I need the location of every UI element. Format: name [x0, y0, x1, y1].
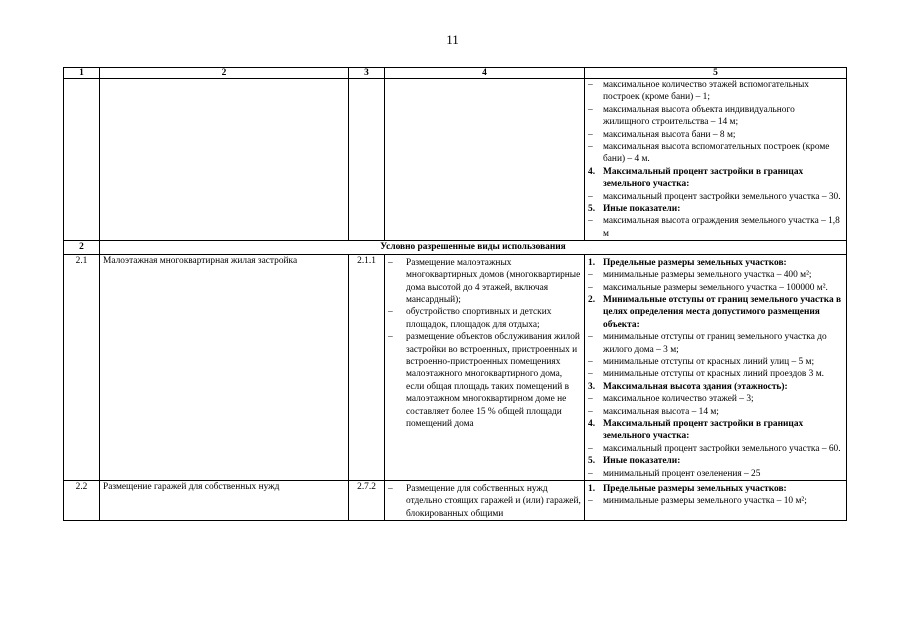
item-number: 1. [588, 257, 596, 268]
list-item [588, 468, 843, 480]
item-number: 4. [588, 418, 596, 429]
bullet-dash: – [588, 129, 593, 140]
parameters-cell [585, 254, 847, 480]
bullet-dash: – [588, 468, 593, 479]
row-number: 2.1 [64, 254, 100, 480]
bullet-dash: – [588, 216, 593, 227]
list-item [588, 269, 843, 281]
item-text: Иные показатели: [603, 456, 681, 467]
parameters-cell [585, 79, 847, 241]
list-item [388, 483, 581, 520]
section-title: Условно разрешенные виды использования [100, 241, 847, 254]
item-text: минимальные отступы от красных линий проездов 3 м. [603, 369, 824, 380]
parameter-heading [588, 381, 843, 393]
item-text: максимальная высота бани – 8 м; [603, 129, 736, 140]
use-description-cell [385, 481, 585, 521]
item-text: минимальные размеры земельного участка – 400 м²; [603, 270, 812, 281]
bullet-dash: – [588, 142, 593, 153]
item-text: Максимальная высота здания (этажность): [603, 381, 788, 392]
item-text: минимальный процент озеленения – 25 [603, 468, 761, 479]
section-row [64, 241, 847, 254]
list-item [588, 495, 843, 507]
list-item [588, 215, 843, 240]
item-text: обустройство спортивных и детских площадок, площадок для отдыха; [406, 307, 552, 330]
item-number: 2. [588, 294, 596, 305]
bullet-dash: – [588, 270, 593, 281]
bullet-dash: – [388, 332, 393, 343]
list-item [588, 141, 843, 166]
use-type-name: Размещение гаражей для собственных нужд [100, 481, 349, 521]
list-item [588, 406, 843, 418]
parameter-heading [588, 166, 843, 191]
item-text: максимальная высота объекта индивидуального жилищного строительства – 14 м; [603, 104, 795, 128]
item-text: минимальные отступы от границ земельного участка до жилого дома – 3 м; [603, 332, 827, 355]
bullet-dash: – [588, 394, 593, 405]
item-number: 1. [588, 484, 596, 494]
parameter-heading [588, 257, 843, 269]
section-number: 2 [64, 241, 100, 254]
list-item [588, 443, 843, 455]
row-number: 2.2 [64, 481, 100, 521]
use-type-name: Малоэтажная многоквартирная жилая застройка [100, 254, 349, 480]
bullet-dash: – [588, 406, 593, 417]
item-text: Размещение для собственных нужд отдельно стоящих гаражей и (или) гаражей, блокированных общими [406, 484, 581, 519]
list-item [588, 79, 843, 104]
list-item [588, 191, 843, 203]
item-number: 5. [588, 204, 596, 215]
list-item [588, 356, 843, 368]
bullet-dash: – [588, 191, 593, 202]
item-text: Иные показатели: [603, 204, 681, 215]
parameter-heading [588, 418, 843, 443]
item-text: Предельные размеры земельных участков: [603, 484, 787, 494]
header-cell: 5 [585, 68, 847, 79]
header-cell: 3 [349, 68, 385, 79]
item-text: максимальная высота ограждения земельного участка – 1,8 м [603, 216, 840, 239]
item-text: Предельные размеры земельных участков: [603, 257, 787, 268]
bullet-dash: – [588, 496, 593, 507]
list-item [588, 104, 843, 129]
item-text: Максимальный процент застройки в границах земельного участка: [603, 418, 804, 442]
item-text: максимальное количество этажей вспомогательных построек (кроме бани) – 1; [603, 80, 809, 103]
list-item [588, 129, 843, 141]
item-text: максимальная высота – 14 м; [603, 406, 719, 417]
list-item [588, 393, 843, 405]
bullet-dash: – [588, 104, 593, 115]
page-number: 11 [446, 32, 459, 47]
list-item [588, 282, 843, 294]
parameter-heading [588, 455, 843, 467]
header-cell: 4 [385, 68, 585, 79]
table-row [64, 254, 847, 480]
bullet-dash: – [588, 282, 593, 293]
bullet-dash: – [388, 484, 393, 494]
item-number: 4. [588, 166, 596, 177]
item-text: Размещение малоэтажных многоквартирных домов (многоквартирные дома высотой до 4 этажей, включая мансардный); [406, 257, 581, 305]
bullet-dash: – [588, 80, 593, 90]
use-description-cell [385, 254, 585, 480]
bullet-dash: – [588, 356, 593, 367]
list-item [588, 368, 843, 380]
header-cell: 2 [100, 68, 349, 79]
item-text: Минимальные отступы от границ земельного участка в целях определения места допустимого размещения объекта: [603, 294, 842, 330]
item-text: максимальная высота вспомогательных построек (кроме бани) – 4 м. [603, 142, 830, 165]
parameter-heading [588, 294, 843, 331]
item-text: размещение объектов обслуживания жилой застройки во встроенных, пристроенных и встроенно-пристроенных помещениях малоэтажного многоквартирного дома, если общая площадь таких помещений в малоэтажном многоквартирном доме не составляет более 15 % общей площади помещений дома [406, 332, 580, 429]
header-row [64, 68, 847, 79]
use-type-code: 2.7.2 [349, 481, 385, 521]
parameters-cell [585, 481, 847, 521]
list-item [388, 306, 581, 331]
bullet-dash: – [588, 369, 593, 380]
list-item [388, 331, 581, 430]
item-text: максимальное количество этажей – 3; [603, 394, 754, 405]
parameter-heading [588, 203, 843, 215]
item-text: минимальные отступы от красных линий улиц – 5 м; [603, 356, 815, 367]
item-text: максимальный процент застройки земельного участка – 60. [603, 443, 841, 454]
item-text: максимальные размеры земельного участка – 100000 м². [603, 282, 828, 293]
bullet-dash: – [588, 332, 593, 343]
list-item [388, 257, 581, 307]
bullet-dash: – [588, 443, 593, 454]
bullet-dash: – [388, 257, 393, 268]
header-cell: 1 [64, 68, 100, 79]
table-row [64, 79, 847, 241]
use-type-code: 2.1.1 [349, 254, 385, 480]
bullet-dash: – [388, 307, 393, 318]
parameter-heading [588, 483, 843, 495]
table-row [64, 481, 847, 521]
list-item [588, 331, 843, 356]
item-text: Максимальный процент застройки в границах земельного участка: [603, 166, 804, 190]
land-use-table [63, 67, 847, 521]
item-text: максимальный процент застройки земельного участка – 30. [603, 191, 841, 202]
item-number: 5. [588, 456, 596, 467]
item-text: минимальные размеры земельного участка – 10 м²; [603, 496, 807, 507]
item-number: 3. [588, 381, 596, 392]
